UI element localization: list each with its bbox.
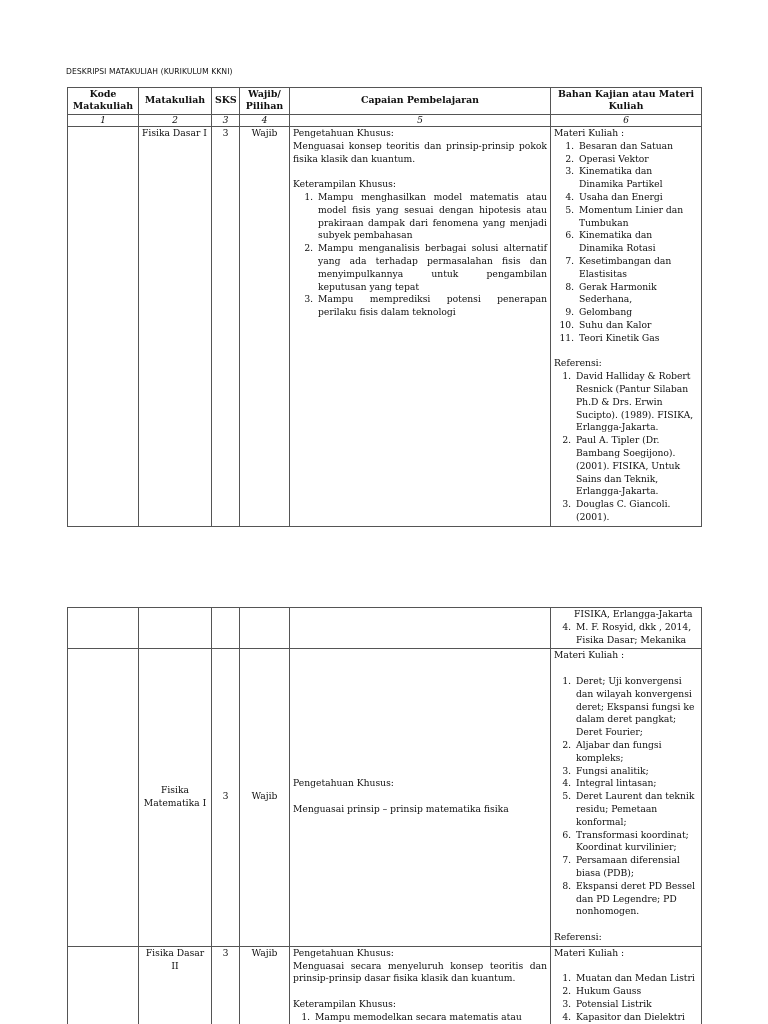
list-item: 2. Operasi Vektor [577,154,698,167]
col-number: 1 [68,115,139,127]
list-item: 4. Integral lintasan; [574,778,698,791]
course-row-fisika-dasar-2 [68,946,702,1024]
skills-list [293,1012,547,1024]
reference-continuation: FISIKA, Erlangga-Jakarta [574,609,693,620]
knowledge-label: Pengetahuan Khusus: [293,778,394,790]
course-type: Wajib [240,649,290,946]
list-item: 1. David Halliday & Robert Resnick (Pantur Silaban Ph.D & Drs. Erwin Sucipto). (1989). FISIKA, Erlangga-Jakarta. [574,371,698,435]
skills-label: Keterampilan Khusus: [293,179,396,191]
course-material [551,649,702,946]
reference-label: Referensi: [554,358,602,370]
list-item: 4. Usaha dan Energi [577,192,698,205]
course-sks: 3 [212,127,240,527]
course-code [68,127,139,527]
col-number: 2 [139,115,212,127]
materi-label: Materi Kuliah : [554,947,625,959]
materi-label: Materi Kuliah : [554,650,625,662]
list-item: 1. Muatan dan Medan Listri [574,973,698,986]
course-sks [212,608,240,649]
col-number: 6 [551,115,702,127]
col-number: 5 [290,115,551,127]
learning-outcomes [290,649,551,946]
course-sks: 3 [212,649,240,946]
document-title: DESKRIPSI MATAKULIAH (KURIKULUM KKNI) [66,67,233,76]
list-item: 6. Transformasi koordinat; Koordinat kurvilinier; [574,830,698,856]
list-item: 10. Suhu dan Kalor [577,320,698,333]
materi-list [554,141,698,346]
knowledge-text: Menguasai prinsip – prinsip matematika fisika [293,803,509,815]
course-row-fisika-matematika-1 [68,649,702,946]
course-name: Fisika Dasar II [139,946,212,1024]
header-wajib: Wajib/ Pilihan [240,88,290,115]
course-name [139,608,212,649]
list-item: 8. Gerak Harmonik Sederhana, [577,282,698,308]
course-material [551,608,702,649]
list-item: 1. Deret; Uji konvergensi dan wilayah konvergensi deret; Ekspansi fungsi ke dalam deret pangkat; Deret Fourier; [574,676,698,740]
course-code [68,649,139,946]
list-item: 3. Potensial Listrik [574,999,698,1012]
list-item: 3. Kinematika dan Dinamika Partikel [577,166,698,192]
header-capaian: Capaian Pembelajaran [290,88,551,115]
list-item: 6. Kinematika dan Dinamika Rotasi [577,230,698,256]
list-item: 2. Mampu menganalisis berbagai solusi alternatif yang ada terhadap permasalahan fisis dan menyimpulkannya untuk pengambilan keputusan yang tepat [316,243,547,294]
learning-outcomes [290,127,551,527]
skills-label: Keterampilan Khusus: [293,998,396,1010]
course-code [68,946,139,1024]
reference-list [554,371,698,525]
header-bahan: Bahan Kajian atau Materi Kuliah [551,88,702,115]
header-sks: SKS [212,88,240,115]
list-item: 1. Mampu memodelkan secara matematis atau [313,1012,547,1024]
list-item: 2. Hukum Gauss [574,986,698,999]
course-row-fisika-dasar-1 [68,127,702,527]
header-kode: Kode Matakuliah [68,88,139,115]
list-item: 3. Mampu memprediksi potensi penerapan perilaku fisis dalam teknologi [316,294,547,320]
column-number-row [68,115,702,127]
learning-outcomes [290,608,551,649]
list-item: 2. Aljabar dan fungsi kompleks; [574,740,698,766]
course-material [551,946,702,1024]
course-table-page-1 [67,87,702,527]
col-number: 3 [212,115,240,127]
list-item: 8. Ekspansi deret PD Bessel dan PD Legendre; PD nonhomogen. [574,881,698,919]
learning-outcomes [290,946,551,1024]
materi-list [554,676,698,919]
course-name: Fisika Matematika I [139,649,212,946]
course-material [551,127,702,527]
list-item: 5. Deret Laurent dan teknik residu; Pemetaan konformal; [574,791,698,829]
col-number: 4 [240,115,290,127]
reference-label: Referensi: [554,931,602,943]
list-item: 4. Kapasitor dan Dielektri [574,1012,698,1024]
reference-list [554,622,698,648]
header-row [68,88,702,115]
continuation-row [68,608,702,649]
list-item: 3. Douglas C. Giancoli. (2001). [574,499,698,525]
knowledge-label: Pengetahuan Khusus: [293,947,394,959]
knowledge-label: Pengetahuan Khusus: [293,128,394,139]
course-code [68,608,139,649]
list-item: 5. Momentum Linier dan Tumbukan [577,205,698,231]
knowledge-text: Menguasai secara menyeluruh konsep teoritis dan prinsip-prinsip dasar fisika klasik dan kuantum. [293,960,547,985]
list-item: 4. M. F. Rosyid, dkk , 2014, Fisika Dasar; Mekanika [574,622,698,648]
list-item: 1. Mampu menghasilkan model matematis atau model fisis yang sesuai dengan hipotesis atau prakiraan dampak dari fenomena yang menjadi subyek pembahasan [316,192,547,243]
list-item: 1. Besaran dan Satuan [577,141,698,154]
knowledge-text: Menguasai konsep teoritis dan prinsip-prinsip pokok fisika klasik dan kuantum. [293,140,547,165]
list-item: 2. Paul A. Tipler (Dr. Bambang Soegijono). (2001). FISIKA, Untuk Sains dan Teknik, Erlangga-Jakarta. [574,435,698,499]
course-type: Wajib [240,127,290,527]
list-item: 7. Kesetimbangan dan Elastisitas [577,256,698,282]
course-sks: 3 [212,946,240,1024]
list-item: 3. Fungsi analitik; [574,766,698,779]
list-item: 7. Persamaan diferensial biasa (PDB); [574,855,698,881]
course-type: Wajib [240,946,290,1024]
materi-label: Materi Kuliah : [554,128,625,139]
list-item: 11. Teori Kinetik Gas [577,333,698,346]
list-item: 9. Gelombang [577,307,698,320]
course-table-page-2 [67,607,702,1024]
materi-list [554,973,698,1024]
course-name: Fisika Dasar I [139,127,212,527]
course-type [240,608,290,649]
header-matakuliah: Matakuliah [139,88,212,115]
skills-list [293,192,547,320]
